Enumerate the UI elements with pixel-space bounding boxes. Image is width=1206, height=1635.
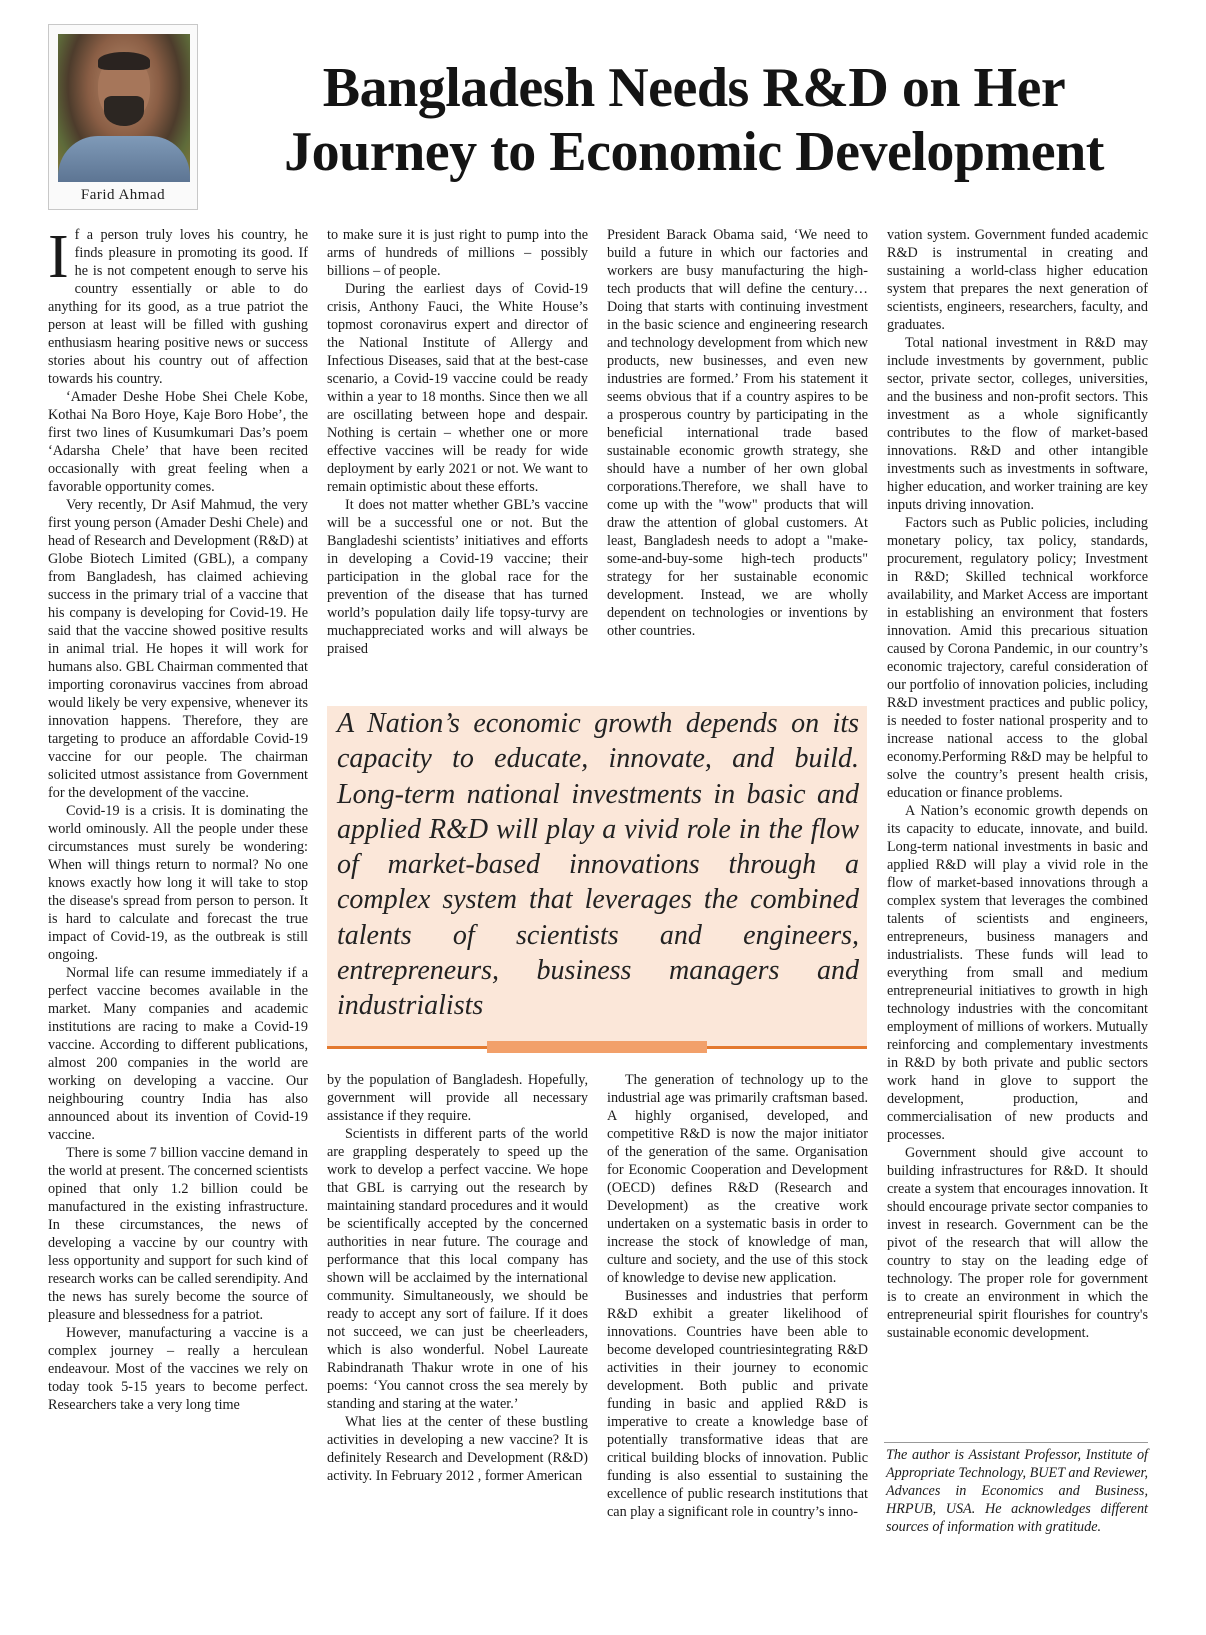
paragraph: to make sure it is just right to pump into the arms of hundreds of millions – possibly billions – of people.: [327, 227, 588, 279]
column-2-bottom: [327, 1071, 588, 1485]
paragraph: However, manufacturing a vaccine is a complex journey – really a herculean endeavour. Most of the vaccines we rely on today took 5-15 years to become perfect. Researchers take a very long time: [48, 1325, 308, 1413]
divider: [884, 1442, 1148, 1443]
paragraph: Very recently, Dr Asif Mahmud, the very first young person (Amader Deshi Chele) and head of Research and Development (R&D) at Globe Biotech Limited (GBL), a company from Bangladesh, has claimed achieving success in the primary trial of a vaccine that his company is developing for Covid-19. He said that the vaccine showed positive results in animal trial. He hopes it will work for humans also. GBL Chairman commented that importing coronavirus vaccines from abroad would likely be very expensive, whenever its innovation happens. Therefore, they are targeting to produce an affordable Covid-19 vaccine for our people. The chairman solicited utmost assistance from Government for the development of the vaccine.: [48, 497, 308, 801]
pull-quote-text: A Nation’s economic growth depends on its capacity to educate, innovate, and build. Long-term national investments in basic and applied R&D will play a vivid role in the flow of market-based innovations through a complex system that leverages the combined talents of scientists and engineers, entrepreneurs, business managers and industrialists: [337, 708, 859, 1022]
column-2-top: [327, 226, 588, 658]
paragraph: Covid-19 is a crisis. It is dominating the world ominously. All the people under these circumstances must surely be wondering: When will things return to normal? No one knows exactly how long it will take to stop the disease's spread from person to person. It is hard to calculate and forecast the true impact of Covid-19, as the outbreak is still ongoing.: [48, 803, 308, 963]
paragraph: by the population of Bangladesh. Hopefully, government will provide all necessary assistance if they require.: [327, 1072, 588, 1124]
column-3-bottom: [607, 1071, 868, 1521]
paragraph: A Nation’s economic growth depends on its capacity to educate, innovate, and build. Long-term national investments in basic and applied R&D will play a vivid role in the flow of market-based innovations through a complex system that leverages the combined talents of scientists and engineers, entrepreneurs, business managers and industrialists. These funds will lead to everything from small and medium entrepreneurial initiatives to growth in high technology industries with the concomitant employment of millions of workers. Mutually reinforcing and complementary investments in R&D by both private and public sectors work hand in glove to support the development, production, and commercialisation of new products and processes.: [887, 803, 1148, 1143]
column-3-top: [607, 226, 868, 640]
paragraph: President Barack Obama said, ‘We need to build a future in which our factories and workers are busy manufacturing the high-tech products that will define the century… Doing that starts with continuing investment in the basic science and engineering research and technology development from which new products, new businesses, and even new industries are formed.’ From his statement it seems obvious that if a country aspires to be a prosperous country by participating in the beneficial international trade based sustainable economic growth strategy, she should have a number of her own global corporations.Therefore, we shall have to come up with the "wow" products that will draw the attention of global customers. At least, Bangladesh needs to adopt a "make-some-and-buy-some high-tech products" strategy for her sustainable economic development. Instead, we are wholly dependent on technologies or inventions by other countries.: [607, 227, 868, 639]
paragraph: Normal life can resume immediately if a perfect vaccine becomes available in the market. Many companies and academic institutions are racing to make a Covid-19 vaccine. According to different publications, almost 200 companies in the world are working on developing a vaccine. Our neighbouring country India has also announced about its invention of Covid-19 vaccine.: [48, 965, 308, 1143]
paragraph: There is some 7 billion vaccine demand in the world at present. The concerned scientists opined that only 1.2 billion could be manufactured in the existing infrastructure. In these circumstances, the news of developing a vaccine by our country with less opportunity and support for such kind of research works can be called serendipity. And the news has surely become the source of pleasure and blessedness for a patriot.: [48, 1145, 308, 1323]
paragraph: Factors such as Public policies, including monetary policy, tax policy, standards, procurement, regulatory policy; Investment in R&D; Skilled technical workforce availability, and Market Access are important in establishing an environment that fosters innovation. Amid this precarious situation caused by Corona Pandemic, in our country’s economic trajectory, careful consideration of our portfolio of innovation policies, including R&D investment practices and public policy, is needed to foster national prosperity and to increase national access to the global economy.Performing R&D may be helpful to solve the country’s present health crisis, education or finance problems.: [887, 515, 1148, 801]
author-photo: [58, 34, 190, 182]
column-4: [887, 226, 1148, 1342]
paragraph: Total national investment in R&D may include investments by government, public sector, private sector, colleges, universities, and the business and non-profit sectors. This investment as a whole significantly contributes to the flow of market-based innovations. R&D and other intangible investments such as investments in software, higher education, and worker training are key inputs driving innovation.: [887, 335, 1148, 513]
author-note: The author is Assistant Professor, Institute of Appropriate Technology, BUET and Reviewer, Advances in Economics and Business, HRPUB, USA. He acknowledges different sources of information with gratitude.: [886, 1447, 1148, 1535]
article-title: Bangladesh Needs R&D on Her Journey to Economic Development: [284, 57, 1104, 183]
paragraph: It does not matter whether GBL’s vaccine will be a successful one or not. But the Bangladeshi scientists’ initiatives and efforts in developing a Covid-19 vaccine; their participation in the global race for the prevention of the disease that has turned world’s population daily life topsy-turvy are muchappreciated works and will always be praised: [327, 497, 588, 657]
paragraph: What lies at the center of these bustling activities in developing a new vaccine? It is definitely Research and Development (R&D) activity. In February 2012 , former American: [327, 1414, 588, 1484]
paragraph: vation system. Government funded academic R&D is instrumental in creating and sustaining a world-class higher education system that prepares the next generation of scientists, engineers, researchers, faculty, and graduates.: [887, 227, 1148, 333]
drop-cap: I: [48, 223, 69, 291]
pull-quote: [327, 706, 867, 1049]
column-1: [48, 223, 308, 1414]
author-name: Farid Ahmad: [80, 187, 166, 203]
paragraph: ‘Amader Deshe Hobe Shei Chele Kobe, Kothai Na Boro Hoye, Kaje Boro Hobe’, the first two lines of Kusumkumari Das’s poem ‘Adarsha Chele’ that have been recited occasionally with great feeling when a favorable opportunity comes.: [48, 389, 308, 495]
author-byline: [48, 24, 198, 210]
paragraph: The generation of technology up to the industrial age was primarily craftsman based. A highly organised, developed, and competitive R&D is now the major initiator of the generation of the same. Organisation for Economic Cooperation and Development (OECD) defines R&D (Research and Development) as the creative work undertaken on a systematic basis in order to increase the stock of knowledge of man, culture and society, and the use of this stock of knowledge to devise new application.: [607, 1072, 868, 1286]
paragraph: Government should give account to building infrastructures for R&D. It should create a system that encourages innovation. It should encourage private sector companies to invest in research. Government can be the pivot of the research that will allow the country to stay on the leading edge of technology. The proper role for government is to create an environment in which the entrepreneurial spirit flourishes for country's sustainable economic development.: [887, 1145, 1148, 1341]
pull-quote-accent-bar: [487, 1041, 707, 1053]
paragraph: If a person truly loves his country, he finds pleasure in promoting its good. If he is not competent enough to serve his country essentially or able to do anything for its good, as a true patriot the person at least will be filled with gushing enthusiasm hearing positive news or success stories about his country out of affection towards his country.: [48, 223, 308, 387]
paragraph: During the earliest days of Covid-19 crisis, Anthony Fauci, the White House’s topmost coronavirus expert and director of the National Institute of Allergy and Infectious Diseases, said that at the best-case scenario, a Covid-19 vaccine could be ready within a year to 18 months. Since then we all are oscillating between hope and despair. Nothing is certain – whether one or more effective vaccines will be ready for wide deployment by early 2021 or not. We want to remain optimistic about these efforts.: [327, 281, 588, 495]
paragraph: Businesses and industries that perform R&D exhibit a greater likelihood of innovations. Countries have been able to become developed countriesintegrating R&D activities in their journey to economic development. Both public and private funding in basic and applied R&D is imperative to create a knowledge base of potentially transformative ideas that are critical building blocks of innovation. Public funding is also essential to sustaining the excellence of public research institutions that can play a significant role in country’s inno-: [607, 1288, 868, 1520]
paragraph: Scientists in different parts of the world are grappling desperately to speed up the work to develop a perfect vaccine. We hope that GBL is carrying out the research by maintaining standard procedures and it would be scientifically accepted by the concerned authorities in near future. The courage and performance that this local company has shown will be acclaimed by the international community. Simultaneously, we should be ready to accept any sort of failure. If it does not succeed, we can just be cheerleaders, which is also wonderful. Nobel Laureate Rabindranath Thakur wrote in one of his poems: ‘You cannot cross the sea merely by standing and staring at the water.’: [327, 1126, 588, 1412]
